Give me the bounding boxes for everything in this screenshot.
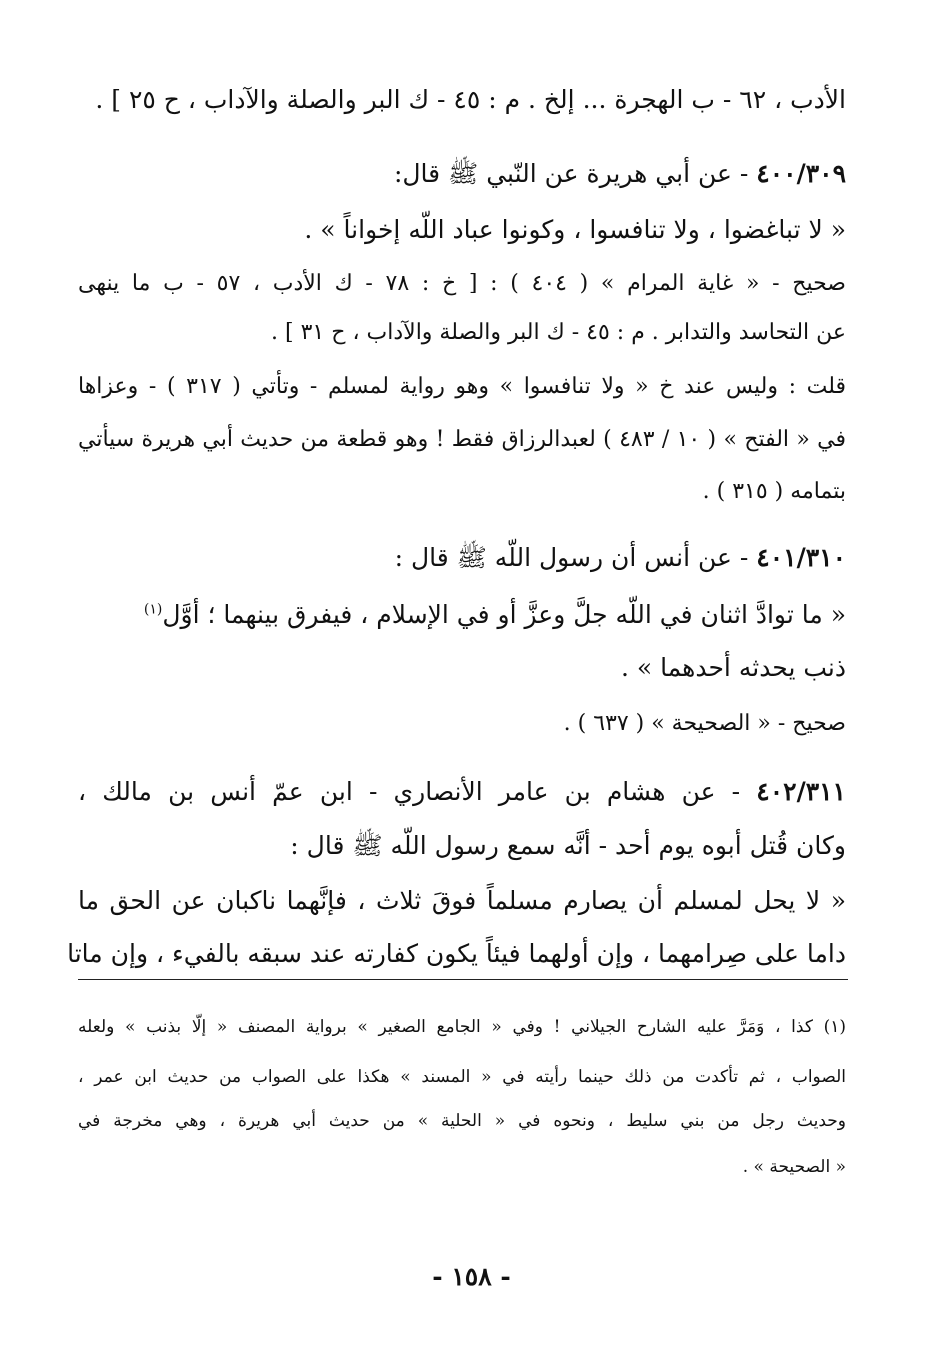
text-line-6: في « الفتح » ( ١٠ / ٤٨٣ ) لعبدالرزاق فقط ! وهو قطعة من حديث أبي هريرة سيأتي — [78, 427, 846, 452]
text-line-8-body: « ما توادَّ اثنان في اللّه جلَّ وعزَّ أو في الإسلام ، فيفرق بينهما ؛ أوَّل — [162, 600, 846, 629]
hadith-309-heading — [78, 154, 846, 194]
hadith-310-number: ٤٠١/٣١٠ — [756, 543, 846, 572]
text-line-10: صحيح - « الصحيحة » ( ٦٣٧ ) . — [563, 711, 846, 736]
text-line-3: صحيح - « غاية المرام » ( ٤٠٤ ) : [ خ : ٧٨ - ك الأدب ، ٥٧ - ب ما ينهى — [78, 271, 846, 296]
hadith-310-text: - عن أنس أن رسول اللّه ﷺ قال : — [394, 543, 749, 572]
text-line-11: وكان قُتل أبوه يوم أحد - أنَّه سمع رسول اللّه ﷺ قال : — [290, 831, 846, 860]
text-line-4: عن التحاسد والتدابر . م : ٤٥ - ك البر والصلة والآداب ، ح ٣١ ] . — [271, 320, 846, 345]
hadith-309-text: - عن أبي هريرة عن النّبي ﷺ قال: — [393, 159, 749, 188]
footnote-marker: (١) — [143, 601, 163, 618]
footnote-line-4: « الصحيحة » . — [742, 1157, 846, 1177]
text-line-9: ذنب يحدثه أحدهما » . — [620, 653, 846, 682]
hadith-311-number: ٤٠٢/٣١١ — [756, 777, 846, 806]
hadith-310-heading — [78, 538, 846, 578]
hadith-311-text: - عن هشام بن عامر الأنصاري - ابن عمّ أنس بن مالك ، — [78, 777, 741, 806]
text-line-8 — [78, 595, 846, 635]
text-line-2: « لا تباغضوا ، ولا تنافسوا ، وكونوا عباد اللّه إخواناً » . — [304, 215, 846, 244]
text-line-12: « لا يحل لمسلم أن يصارم مسلماً فوقَ ثلاث ، فإنَّهما ناكبان عن الحق ما — [78, 886, 847, 915]
text-line-7: بتمامه ( ٣١٥ ) . — [702, 479, 846, 504]
hadith-311-heading — [78, 772, 846, 812]
text-line-5: قلت : وليس عند خ « ولا تنافسوا » وهو رواية لمسلم - وتأتي ( ٣١٧ ) - وعزاها — [78, 374, 846, 399]
text-line-13: داما على صِرامهما ، وإن أولهما فيئاً يكون كفارته عند سبقه بالفيء ، وإن ماتا — [67, 939, 846, 968]
footnote-line-1: (١) كذا ، وَمَرَّ عليه الشارح الجيلاني ! وفي « الجامع الصغير » برواية المصنف « إلّا بذنب » ولعله — [78, 1017, 846, 1037]
footnote-separator — [78, 979, 848, 980]
page-number: - ١٥٨ - — [432, 1262, 511, 1291]
text-line-1: الأدب ، ٦٢ - ب الهجرة ... إلخ . م : ٤٥ - ك البر والصلة والآداب ، ح ٢٥ ] . — [95, 85, 846, 114]
hadith-309-number: ٤٠٠/٣٠٩ — [756, 159, 846, 188]
footnote-line-2: الصواب ، ثم تأكدت من ذلك حينما رأيته في « المسند » هكذا على الصواب من حديث ابن عمر ، — [78, 1067, 846, 1087]
footnote-line-3: وحديث رجل من بني سليط ، ونحوه في « الحلية » من حديث أبي هريرة ، وهي مخرجة في — [78, 1111, 846, 1131]
